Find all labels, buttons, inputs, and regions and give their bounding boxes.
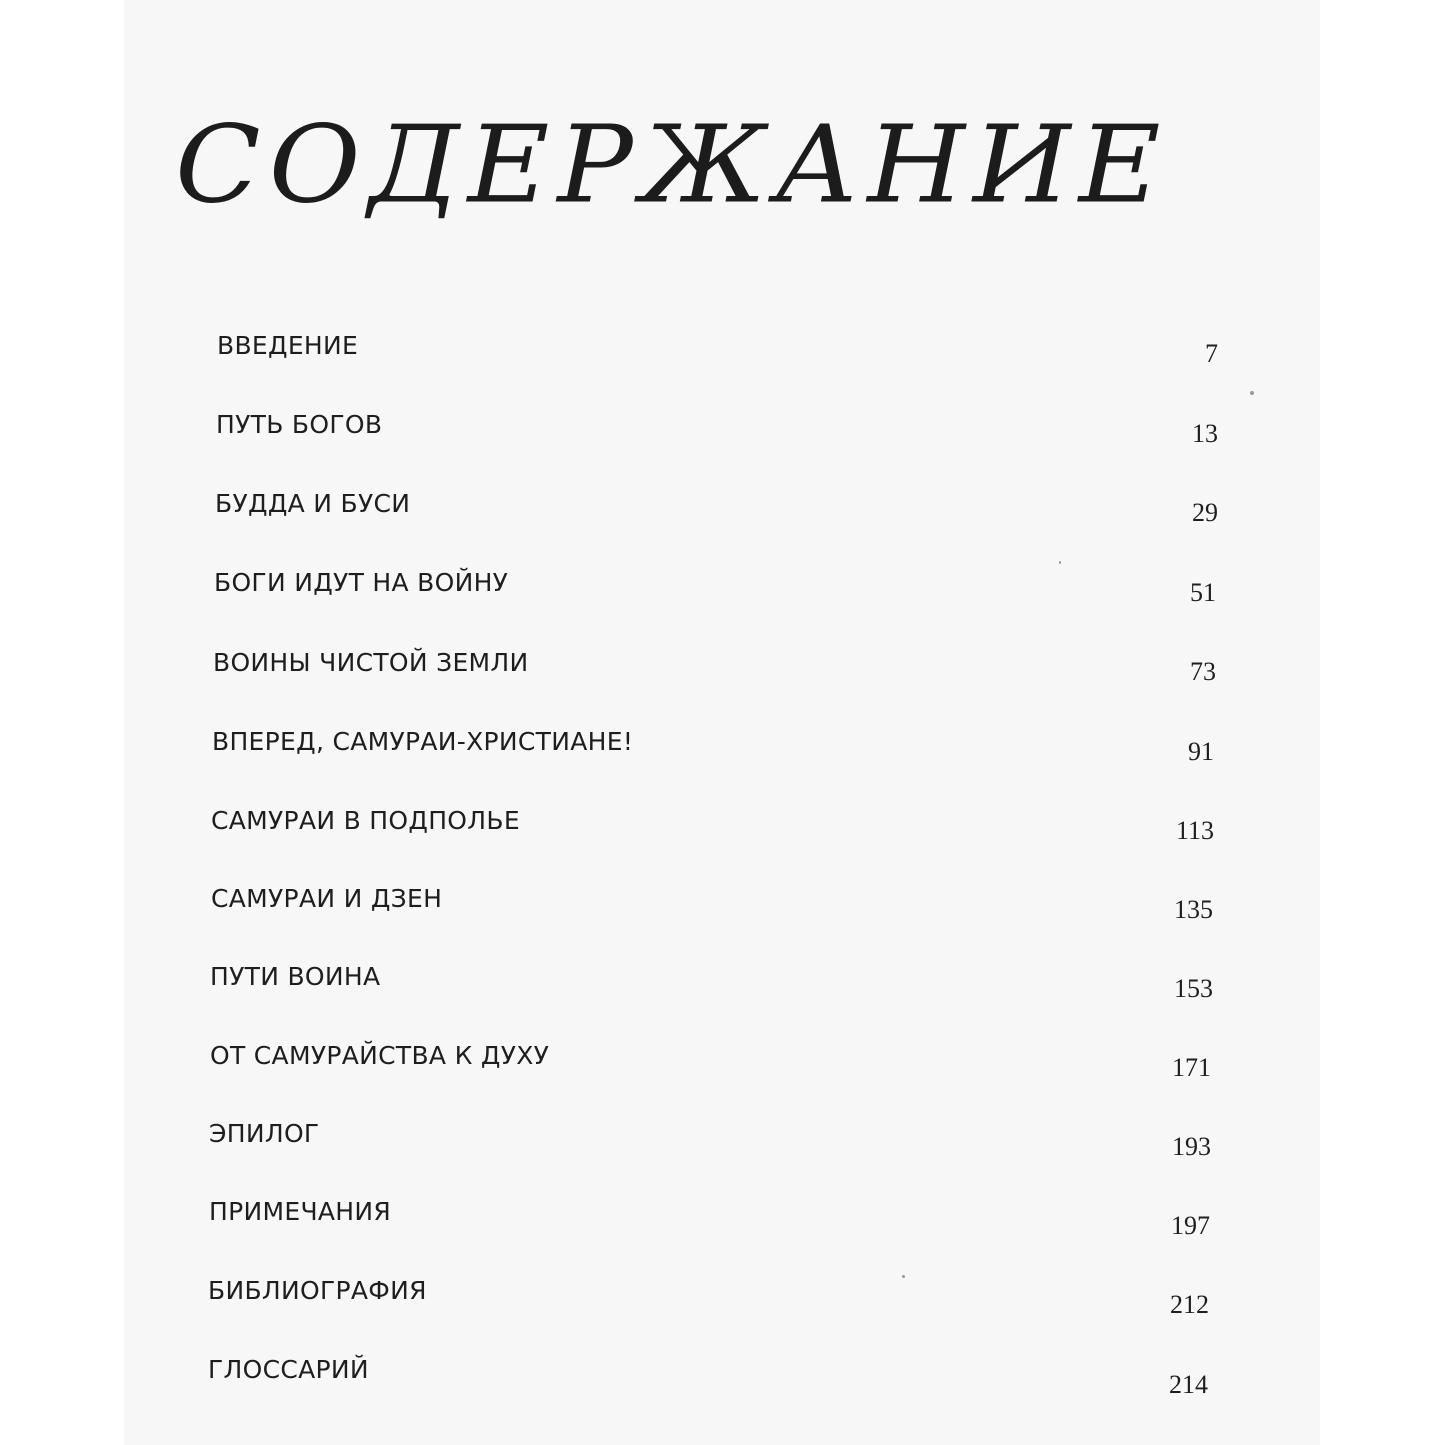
toc-entry-label: ГЛОССАРИЙ	[208, 1355, 369, 1384]
toc-entry-label: ПРИМЕЧАНИЯ	[209, 1197, 392, 1226]
toc-entry-label: ВВЕДЕНИЕ	[217, 331, 359, 360]
toc-entry-page: 193	[1172, 1132, 1211, 1161]
toc-entry-page: 91	[1188, 737, 1214, 766]
toc-entry-label: ПУТЬ БОГОВ	[216, 410, 383, 439]
toc-entry-page: 212	[1170, 1290, 1209, 1319]
toc-entry-label: БУДДА И БУСИ	[215, 489, 411, 518]
toc-entry-label: ЭПИЛОГ	[209, 1119, 320, 1148]
toc-entry-label: САМУРАИ В ПОДПОЛЬЕ	[211, 806, 520, 835]
toc-entry-page: 29	[1192, 498, 1218, 527]
paper-speck	[902, 1275, 905, 1278]
toc-entry-label: БОГИ ИДУТ НА ВОЙНУ	[214, 568, 509, 597]
toc-entry-page: 51	[1190, 578, 1216, 607]
toc-entry-label: ВОИНЫ ЧИСТОЙ ЗЕМЛИ	[213, 648, 529, 677]
toc-entry-label: САМУРАИ И ДЗЕН	[211, 884, 443, 913]
toc-entry-page: 13	[1192, 419, 1218, 448]
toc-entry-page: 135	[1174, 895, 1213, 924]
toc-entry-label: БИБЛИОГРАФИЯ	[208, 1276, 427, 1305]
toc-entry-page: 214	[1169, 1370, 1208, 1399]
paper-speck	[1059, 561, 1061, 564]
toc-entry-page: 113	[1175, 816, 1214, 845]
toc-entry-page: 73	[1190, 657, 1216, 686]
toc-entry-page: 153	[1174, 974, 1213, 1003]
toc-entry-page: 197	[1171, 1211, 1210, 1240]
toc-entry-label: ВПЕРЕД, САМУРАИ-ХРИСТИАНЕ!	[212, 727, 634, 756]
toc-entry-page: 171	[1172, 1053, 1211, 1082]
toc-entry-label: ПУТИ ВОИНА	[210, 962, 381, 991]
toc-entry-label: ОТ САМУРАЙСТВА К ДУХУ	[210, 1041, 550, 1070]
page-title: СОДЕРЖАНИЕ	[175, 103, 1169, 227]
toc-entry-page: 7	[1205, 339, 1218, 368]
paper-speck	[1250, 391, 1254, 395]
